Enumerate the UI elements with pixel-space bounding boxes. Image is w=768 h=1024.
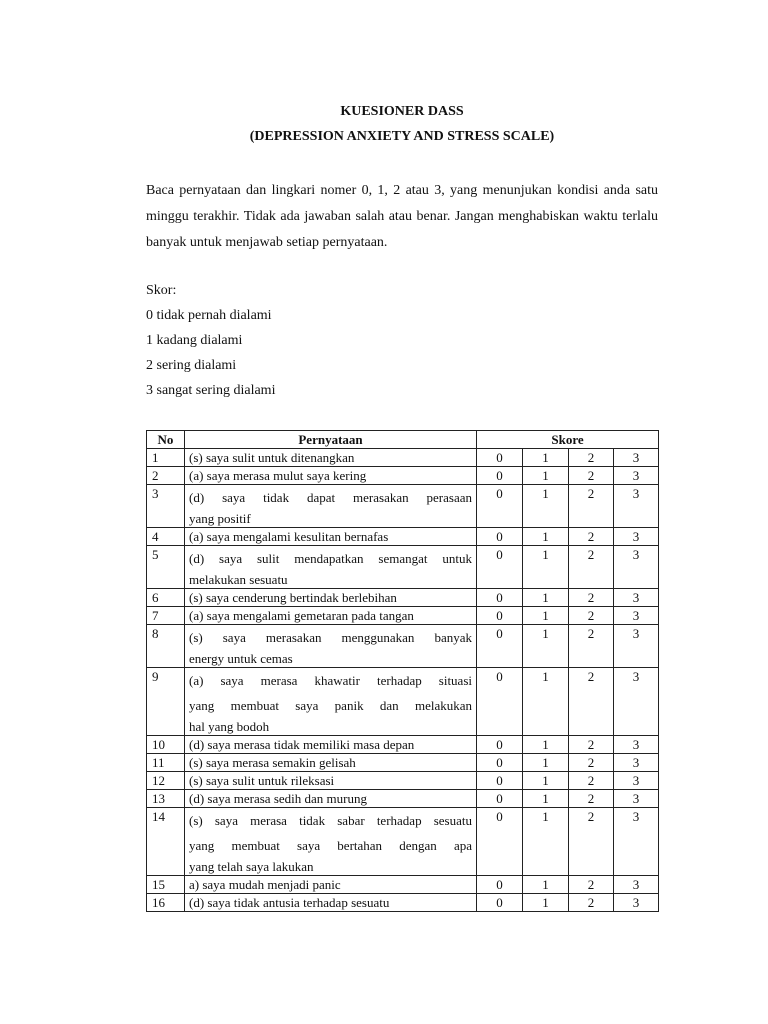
table-row [147,894,659,912]
table-row [147,467,659,485]
row-number: 14 [147,808,185,876]
score-option-1[interactable]: 1 [523,528,569,546]
statement-line: (s) saya sulit untuk ditenangkan [189,450,355,465]
score-option-2[interactable]: 2 [569,790,614,808]
row-statement [185,876,477,894]
statement-line: energy untuk cemas [189,651,293,666]
table-row [147,790,659,808]
table-row [147,876,659,894]
score-option-2[interactable]: 2 [569,546,614,589]
score-option-0[interactable]: 0 [477,736,523,754]
score-option-0[interactable]: 0 [477,607,523,625]
statement-line: (d) saya sulit mendapatkan semangat untuk [189,551,472,566]
instructions-paragraph [146,178,658,256]
table-row [147,668,659,736]
table-body [147,449,659,912]
score-option-1[interactable]: 1 [523,876,569,894]
row-number: 8 [147,625,185,668]
row-number: 7 [147,607,185,625]
row-statement [185,894,477,912]
score-option-0[interactable]: 0 [477,790,523,808]
score-option-0[interactable]: 0 [477,668,523,736]
row-statement [185,736,477,754]
row-statement [185,625,477,668]
table-row [147,607,659,625]
row-number: 5 [147,546,185,589]
table-row [147,589,659,607]
score-option-2[interactable]: 2 [569,736,614,754]
questionnaire-table [146,430,659,912]
score-option-3[interactable]: 3 [614,485,659,528]
score-option-3[interactable]: 3 [614,625,659,668]
score-option-1[interactable]: 1 [523,449,569,467]
score-option-3[interactable]: 3 [614,668,659,736]
score-option-1[interactable]: 1 [523,754,569,772]
statement-line: yang membuat saya bertahan dengan apa [189,838,472,853]
score-option-1[interactable]: 1 [523,894,569,912]
statement-line: (d) saya merasa sedih dan murung [189,791,367,806]
table-row [147,625,659,668]
statement-line: (a) saya merasa mulut saya kering [189,468,367,483]
instructions-text: Baca pernyataan dan lingkari nomer 0, 1, 2 atau 3, yang menunjukan kondisi anda satu minggu terakhir. Tidak ada jawaban salah atau benar. Jangan menghabiskan waktu terlalu banyak untuk menjawab setiap pernyataan. [146,183,658,250]
score-option-1[interactable]: 1 [523,589,569,607]
score-option-0[interactable]: 0 [477,449,523,467]
score-option-3[interactable]: 3 [614,772,659,790]
row-number: 10 [147,736,185,754]
statement-line: (s) saya cenderung bertindak berlebihan [189,590,397,605]
score-legend [146,278,658,403]
score-option-3[interactable]: 3 [614,736,659,754]
table-row [147,485,659,528]
table-row [147,528,659,546]
score-option-3[interactable]: 3 [614,790,659,808]
score-option-2[interactable]: 2 [569,772,614,790]
score-option-1[interactable]: 1 [523,736,569,754]
document-subtitle: (DEPRESSION ANXIETY AND STRESS SCALE) [249,129,555,144]
score-option-0[interactable]: 0 [477,625,523,668]
statement-line: yang telah saya lakukan [189,859,314,874]
score-option-3[interactable]: 3 [614,528,659,546]
statement-line: melakukan sesuatu [189,572,288,587]
score-option-2[interactable]: 2 [569,668,614,736]
row-statement [185,790,477,808]
row-number: 4 [147,528,185,546]
score-option-0[interactable]: 0 [477,467,523,485]
row-number: 12 [147,772,185,790]
row-number: 11 [147,754,185,772]
statement-line: (a) saya mengalami gemetaran pada tangan [189,608,414,623]
statement-line: (s) saya merasa semakin gelisah [189,755,356,770]
score-option-0[interactable]: 0 [477,894,523,912]
row-statement [185,607,477,625]
row-number: 3 [147,485,185,528]
score-option-2[interactable]: 2 [569,808,614,876]
row-number: 1 [147,449,185,467]
table-row [147,754,659,772]
score-option-2[interactable]: 2 [569,876,614,894]
statement-line: yang membuat saya panik dan melakukan [189,698,472,713]
row-number: 13 [147,790,185,808]
score-heading: Skor: [146,283,177,298]
score-option-3[interactable]: 3 [614,808,659,876]
statement-line: (d) saya tidak dapat merasakan perasaan [189,490,472,505]
score-option-2[interactable]: 2 [569,485,614,528]
statement-line: (a) saya mengalami kesulitan bernafas [189,529,389,544]
score-option-2[interactable]: 2 [569,625,614,668]
score-option-2[interactable]: 2 [569,467,614,485]
header-statement: Pernyataan [185,431,477,449]
row-number: 16 [147,894,185,912]
score-option-3[interactable]: 3 [614,546,659,589]
header-score: Skore [477,431,659,449]
statement-line: yang positif [189,511,251,526]
score-option-0[interactable]: 0 [477,808,523,876]
score-option-2[interactable]: 2 [569,607,614,625]
score-option-3[interactable]: 3 [614,607,659,625]
score-option-1[interactable]: 1 [523,485,569,528]
row-statement [185,467,477,485]
score-option-1[interactable]: 1 [523,808,569,876]
statement-line: (s) saya sulit untuk rileksasi [189,773,335,788]
statement-line: hal yang bodoh [189,719,270,734]
row-statement [185,546,477,589]
score-legend-item: 0 tidak pernah dialami [146,308,272,323]
score-option-1[interactable]: 1 [523,668,569,736]
table-row [147,449,659,467]
score-option-0[interactable]: 0 [477,772,523,790]
score-option-1[interactable]: 1 [523,772,569,790]
table-row [147,772,659,790]
score-option-0[interactable]: 0 [477,528,523,546]
table-row [147,808,659,876]
score-option-2[interactable]: 2 [569,894,614,912]
score-option-3[interactable]: 3 [614,449,659,467]
row-statement [185,668,477,736]
row-statement [185,808,477,876]
table-row [147,736,659,754]
statement-line: (s) saya merasa tidak sabar terhadap sesuatu [189,813,472,828]
score-option-3[interactable]: 3 [614,754,659,772]
score-option-2[interactable]: 2 [569,589,614,607]
score-option-0[interactable]: 0 [477,876,523,894]
statement-line: (a) saya merasa khawatir terhadap situasi [189,673,472,688]
document-title: KUESIONER DASS [340,104,464,119]
row-number: 15 [147,876,185,894]
score-option-2[interactable]: 2 [569,449,614,467]
score-legend-item: 2 sering dialami [146,358,237,373]
row-statement [185,528,477,546]
score-option-1[interactable]: 1 [523,467,569,485]
score-option-0[interactable]: 0 [477,589,523,607]
score-option-3[interactable]: 3 [614,876,659,894]
score-option-1[interactable]: 1 [523,790,569,808]
score-option-3[interactable]: 3 [614,589,659,607]
statement-line: (d) saya tidak antusia terhadap sesuatu [189,895,390,910]
row-statement [185,754,477,772]
row-statement [185,485,477,528]
statement-line: a) saya mudah menjadi panic [189,877,341,892]
header-no: No [147,431,185,449]
score-option-3[interactable]: 3 [614,894,659,912]
row-statement [185,449,477,467]
score-option-2[interactable]: 2 [569,754,614,772]
score-option-0[interactable]: 0 [477,485,523,528]
row-statement [185,772,477,790]
score-option-2[interactable]: 2 [569,528,614,546]
score-option-1[interactable]: 1 [523,625,569,668]
row-statement [185,589,477,607]
row-number: 6 [147,589,185,607]
score-option-0[interactable]: 0 [477,754,523,772]
score-legend-item: 3 sangat sering dialami [146,383,276,398]
score-legend-item: 1 kadang dialami [146,333,243,348]
statement-line: (d) saya merasa tidak memiliki masa depan [189,737,415,752]
score-option-1[interactable]: 1 [523,546,569,589]
statement-line: (s) saya merasakan menggunakan banyak [189,630,472,645]
score-option-0[interactable]: 0 [477,546,523,589]
table-header-row [147,431,659,449]
row-number: 9 [147,668,185,736]
score-option-1[interactable]: 1 [523,607,569,625]
table-row [147,546,659,589]
score-option-3[interactable]: 3 [614,467,659,485]
row-number: 2 [147,467,185,485]
